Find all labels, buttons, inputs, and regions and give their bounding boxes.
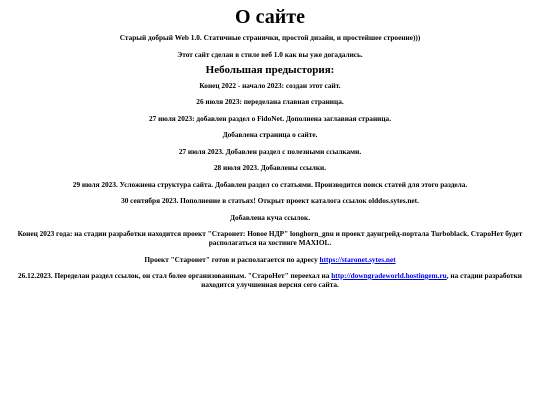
history-item: Конец 2022 - начало 2023: создан этот сайт. bbox=[199, 80, 341, 90]
staronet-link[interactable]: https://staronet.sytes.net bbox=[319, 254, 396, 264]
page-content bbox=[0, 5, 540, 289]
history-item: 27 июля 2023: добавлен раздел о FidoNet. Дополнена заглавная страница. bbox=[148, 113, 392, 123]
intro-paragraph-2: Этот сайт сделан в стиле веб 1.0 как вы уже догадались. bbox=[177, 49, 363, 59]
intro-paragraph-1: Старый добрый Web 1.0. Статичные странички, простой дизайн, и простейшее строение))) bbox=[119, 33, 421, 42]
history-item: 28 июля 2023. Добавлены ссылки. bbox=[213, 163, 327, 172]
page-title: О сайте bbox=[235, 6, 305, 28]
staronet-paragraph bbox=[4, 255, 536, 264]
history-heading: Небольшая предыстория: bbox=[205, 63, 335, 76]
final-paragraph bbox=[4, 271, 536, 289]
staronet-text: Проект "Старонет" готов и располагается по адресу bbox=[144, 254, 318, 264]
history-item: Добавлена куча ссылок. bbox=[229, 212, 311, 222]
final-text-after: , на стадии разработки находится улучшенная версия сего сайта. bbox=[201, 271, 523, 289]
downgradeworld-link[interactable]: http://downgradeworld.hostingem.ru bbox=[331, 271, 447, 280]
history-item: 29 июля 2023. Усложнена структура сайта. Добавлен раздел со статьями. Производится поиск статей для этого раздела. bbox=[72, 179, 468, 189]
final-text-before: 26.12.2023. Переделан раздел ссылок, он стал более организованным. "СтароНет" переехал на bbox=[17, 271, 330, 280]
history-item: Добавлена страница о сайте. bbox=[222, 130, 318, 139]
history-item: Конец 2023 года: на стадии разработки находится проект "Старонет: Новое НДР" longhorn_gnu и проект даунгрейд-портала Turboblack. СтароНет будет располагаться на хостинге MAXIOL. bbox=[17, 229, 523, 247]
history-item: 27 июля 2023. Добавлен раздел с полезными ссылками. bbox=[178, 146, 362, 156]
history-item: 26 июля 2023: переделана главная страница. bbox=[196, 97, 344, 106]
history-item: 30 сентября 2023. Пополнение в статьях! Открыт проект каталога ссылок olddos.sytes.net. bbox=[121, 196, 419, 205]
